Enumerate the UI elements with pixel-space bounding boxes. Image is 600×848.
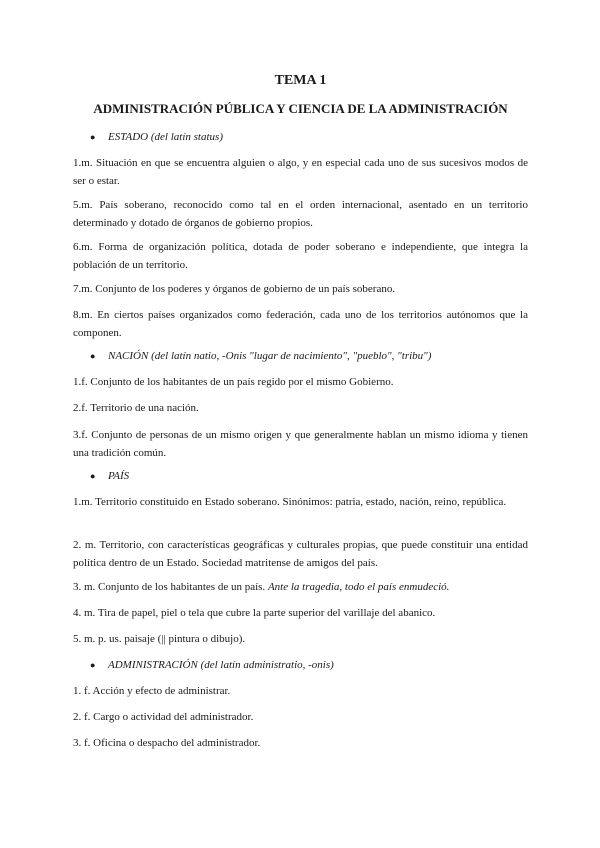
section-heading-administracion: [90, 656, 334, 674]
definition-entry: 5. m. p. us. paisaje (|| pintura o dibujo).: [73, 633, 246, 645]
section-heading-label: NACIÓN (del latín natio, -Onis "lugar de nacimiento", "pueblo", "tribu"): [108, 350, 432, 362]
document-page: [73, 70, 528, 749]
definition-entry: 4. m. Tira de papel, piel o tela que cubre la parte superior del varillaje del abanico.: [73, 607, 436, 619]
section-heading-estado: [90, 128, 223, 146]
bullet-icon: ●: [90, 351, 96, 361]
bullet-icon: ●: [90, 132, 96, 142]
section-heading-label: PAÍS: [108, 470, 130, 482]
definition-text: 3. m. Conjunto de los habitantes de un país.: [73, 581, 266, 593]
definition-entry: 3.f. Conjunto de personas de un mismo origen y que generalmente hablan un mismo idioma y tienen una tradición común.: [73, 429, 528, 459]
page-subtitle: ADMINISTRACIÓN PÚBLICA Y CIENCIA DE LA ADMINISTRACIÓN: [93, 101, 508, 116]
definition-entry: 7.m. Conjunto de los poderes y órganos de gobierno de un país soberano.: [73, 283, 396, 295]
definition-entry: 2. f. Cargo o actividad del administrador.: [73, 711, 254, 723]
definition-entry: [73, 578, 528, 596]
section-heading-label: ADMINISTRACIÓN (del latín administratio, -onis): [108, 659, 334, 671]
definition-entry: 1. f. Acción y efecto de administrar.: [73, 685, 231, 697]
usage-example: Ante la tragedia, todo el país enmudeció.: [267, 581, 450, 593]
definition-entry: 2.f. Territorio de una nación.: [73, 402, 199, 414]
definition-entry: 2. m. Territorio, con características geográficas y culturales propias, que puede constituir una entidad política dentro de un Estado. Sociedad matritense de amigos del país.: [73, 539, 528, 569]
definition-entry: 1.m. Situación en que se encuentra alguien o algo, y en especial cada uno de sus sucesivos modos de ser o estar.: [73, 157, 528, 187]
section-heading-nacion: [90, 347, 431, 365]
section-heading-pais: [90, 467, 129, 485]
bullet-icon: ●: [90, 471, 96, 481]
definition-entry: 1.f. Conjunto de los habitantes de un país regido por el mismo Gobierno.: [73, 376, 394, 388]
bullet-icon: ●: [90, 660, 96, 670]
section-heading-label: ESTADO (del latín status): [108, 131, 223, 143]
definition-entry: 6.m. Forma de organización política, dotada de poder soberano e independiente, que integra la población de un territorio.: [73, 241, 528, 271]
definition-entry: 5.m. País soberano, reconocido como tal en el orden internacional, asentado en un territorio determinado y dotado de órganos de gobierno propios.: [73, 199, 528, 229]
page-title: TEMA 1: [274, 73, 327, 88]
definition-entry: 1.m. Territorio constituido en Estado soberano. Sinónimos: patria, estado, nación, reino, república.: [73, 496, 507, 508]
definition-entry: 8.m. En ciertos países organizados como federación, cada uno de los territorios autónomos que la componen.: [73, 309, 528, 339]
definition-entry: 3. f. Oficina o despacho del administrador.: [73, 737, 261, 749]
